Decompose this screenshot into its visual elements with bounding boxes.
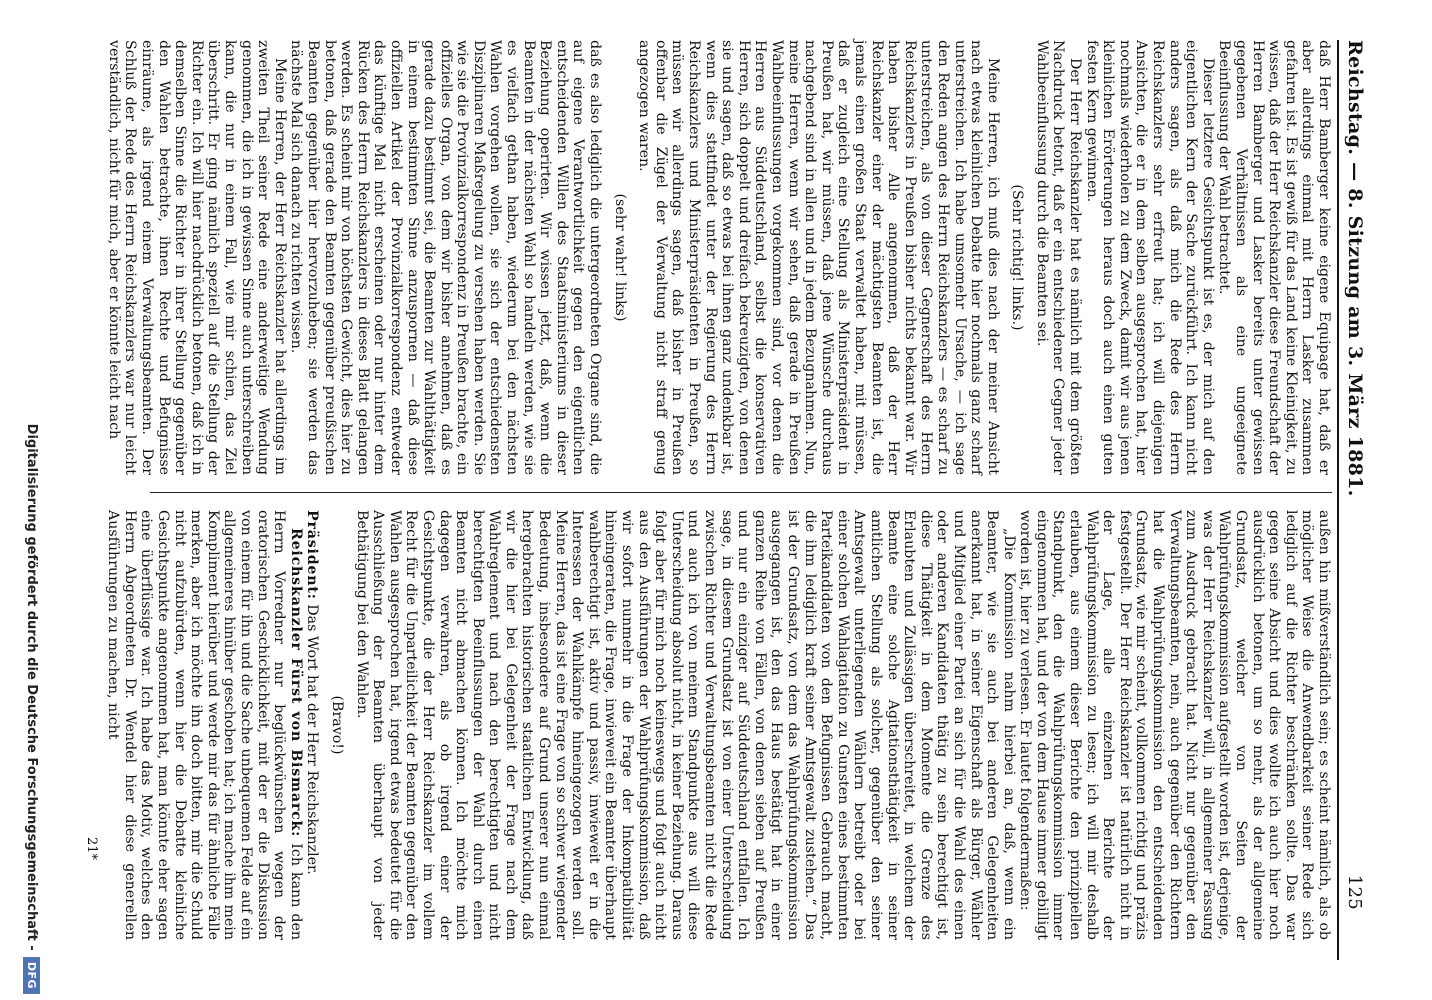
president-line [304, 510, 321, 940]
left-paragraph-6: Meine Herren, der Herr Reichskanzler hat allerdings im zweiten Theil seiner Rede eine anderweitige Wendung genommen, die ich in gewissen Sinne auch unterschreiben kann, die nur in einem Fall, wie mir schien, das Ziel überschritt. Er ging nämlich speziell auf die Stellung der Richter ein. Ich will hier nachdrücklich betonen, daß ich in demselben Sinne die Richter in ihrer Stellung gegenüber den Wahlen betrachte, ihnen Rechte und Befugnisse einräume, als irgend einem Verwaltungsbeamten. Der Schluß der Rede des Herrn Reichskanzlers war nur leicht verständlich, nicht für mich, aber er könnte leicht nach [105, 40, 288, 475]
right-remark-1: (Bravo!) [328, 695, 345, 755]
left-paragraph-4: Meine Herren, ich muß dies nach der meiner Ansicht nach etwas kleinlichen Debatte hier nochmals ganz scharf unterstreichen. Ich habe umsomehr Ursache, — ich sage den Reden angen des Herrn Reichskanzlers — es scharf zu unterstreichen, als von dieser Gegnerschaft des Herrn Reichskanzlers in Preußen bisher nichts bekannt war. Wir haben bisher Alle angenommen, daß der Herr Reichskanzler einer der mächtigsten Beamten ist, die jemals einen großen Staat verwaltet haben, mit müssen, daß er zugleich eine Stellung als Ministerpräsident in Preußen hat, wir müssen, daß jene Wünsche durchaus nachgebend sind in allen und in jedem Bezugnahmen. Nun, meine Herren, wenn wir sehen, daß gerade in Preußen Wahlbeeinflussungen vorgekommen sind, vor denen die Herren aus Süddeutschland, selbst die konservativen Herren, sich doppelt und dreifach bekreuzigten, von denen sie und sagen, daß so etwas bei ihnen ganz undenkbar ist, wenn dies stattfindet unter der Regierung des Herrn Reichskanzlers und Ministerpräsidenten in Preußen, so müssen wir allerdings sagen, daß bisher in Preußen offenbar die Zügel der Verwaltung nicht straff genug angezogen waren. [636, 40, 1001, 475]
left-remark-2: (sehr wahr! links) [611, 193, 628, 322]
left-paragraph-3: Der Herr Reichskanzler hat es nämlich mit dem größten Nachdruck betont, daß er ein entschiedener Gegner jeder Wahlbeeinflussung durch die Beamten sei. [1033, 40, 1084, 475]
right-paragraph-2: „Die Kommission nahm hierbei an, daß, wenn ein Beamter, wie sie auch bei anderen Gelegenheiten anerkannt hat, in seiner Eigenschaft als Bürger, Wähler und Mitglied einer Partei an sich für die Wahl des einen oder anderen Kandidaten thätig zu sein berechtigt ist, diese Thätigkeit in dem Momente die Grenze des Erlaubten und Zulässigen überschreitet, in welchem der Beamte eine solche Agitationsthätigkeit in seiner amtlichen Stellung als solcher, gegenüber den seiner Amtsgewalt unterliegenden Wählern betreibt oder bei einer solchen Wahlagitation zu Gunsten eines bestimmten Parteikandidaten von den Befugnissen Gebrauch macht, die ihm lediglich kraft seiner Amtsgewalt zustehen.“ Das ist der Grundsatz, von dem das Wahlprüfungskommission ausgegangen ist, den das Haus bestätigt hat in einer ganzen Reihe von Fällen, von denen sieben auf Preußen und nur ein einziger auf Süddeutschland entfallen. Ich sage, in diesem Grundsatz ist von einer Unterscheidung zwischen Richter und Verwaltungsbeamten nicht die Rede und auch ich von meinem Standpunkte aus will diese Unterscheidung absolut nicht, in keiner Beziehung. Daraus folgt aber für mich noch keineswegs und folgt auch nicht aus den Ausführungen der Wahlprüfungskommission, daß wir sofort nunmehr in die Frage der Inkompatibilität hineingeraten, die Frage, inwieweit ein Beamter überhaupt wahlberechtigt ist, aktiv und passiv, inwieweit er in die Interessen der Wahlkämpfe hineingezogen werden soll. Meine Herren, das ist eine Frage von so schwer wiegender Bedeutung, insbesondere auf Grund unserer nun einmal hergebrachten historischen staatlichen Entwicklung, daß wir die hier bei Gelegenheit der Frage nach dem Wahlreglement und nach den berechtigten und nicht berechtigten Beeinflussungen der Wahl durch einen Beamten nicht abmachen können. Ich möchte mich dagegen verwahren, als ob irgend einer der Gesichtspunkte, die der Herr Reichskanzler im vollem Recht für die Unparteilichkeit der Beamten gegenüber den Wahlen ausgesprochen hat, irgend etwas bedeutet für die Ausschließung der Beamten überhaupt von jeder Bethätigung bei den Wahlen. [353, 510, 1017, 940]
header-rule [1337, 40, 1339, 960]
president-text: Das Wort hat der Herr Reichskanzler. [304, 604, 321, 875]
right-paragraph-1: außen hin mißverständlich sein; es scheint nämlich, als ob möglicher Weise die Anwendbarkeit seiner Rede sich lediglich auf die Richter beschränken sollte. Das war gegen seine Absicht und dies wollte ich auch hier noch ausdrücklich betonen, um so mehr, als der allgemeine Grundsatz, welcher von Seiten der Wahlprüfungskommission aufgestellt worden ist, derjenige, was der Herr Reichskanzler will, in allgemeiner Fassung zum Ausdruck gebracht hat. Nicht nur gegenüber den Verwaltungsbeamten, nein, auch gegenüber den Richtern hat die Wahlprüfungskommission den entscheidenden Grundsatz, wie mir scheint, vollkommen richtig und präzis festgestellt. Der Herr Reichskanzler ist natürlich nicht in der Lage, alle einzelnen Berichte der Wahlprüfungskommission zu lesen; ich will mir deshalb erlauben, aus einem dieser Berichte den prinzipiellen Standpunkt, den die Wahlprüfungskommission immer eingenommen hat, und der von dem Hause immer gebilligt worden ist, hier zu verlesen. Er lautet folgendermaßen: [1017, 510, 1332, 940]
left-paragraph-2: Dieser letztere Gesichtspunkt ist es, der mich auf den eigentlichen Kern der Sache zurückführt. Ich kann nicht anders sagen, als daß mich die Rede des Herrn Reichskanzlers sehr erfreut hat; ich will diejenigen Ansichten, die er in dem selben ausgesprochen hat, hier nochmals wiederholen zu dem Zweck, damit wir aus jenen kleinlichen Erörterungen heraus doch auch einen guten festen Kern gewinnen. [1083, 40, 1216, 475]
digitization-credit [23, 0, 40, 1000]
speaker-label: Reichskanzler Fürst von Bismarck: [287, 528, 304, 838]
president-label: Präsident: [304, 510, 321, 600]
left-remark-1: (Sehr richtig! links.) [1009, 184, 1026, 331]
left-column [105, 40, 1332, 475]
right-paragraph-3 [105, 510, 304, 940]
signature-mark: 21* [83, 836, 99, 860]
running-title: Reichstag. — 8. Sitzung am 3. März 1881. [1344, 40, 1366, 497]
dfg-logo: DFG [23, 957, 40, 994]
column-divider [150, 492, 1332, 493]
page-number: 125 [1344, 874, 1365, 910]
left-paragraph-1: daß Herr Bamberger keine eigene Equipage hat, daß er aber allerdings einmal mit Herrn Lasker zusammen gefahren ist. Es ist gewiß für das Land keine Kleinigkeit, zu wissen, daß der Herr Reichskanzler diese Freundschaft der Herren Bamberger und Lasker bereits unter gewissen gegebenen Verhältnissen als eine ungeeignete Beeinflussung der Wahl betrachtet. [1216, 40, 1332, 475]
speaker-text: Ich kann den Herrn Vorredner nur beglückwünschen wegen der oratorischen Geschicklichkeit, mit der er die Diskussion von einem für ihn und die Sache unbequemen Felde auf ein allgemeineres hinüber geschoben hat; ich mache ihm mein Kompliment hierüber und werde mir das für ähnliche Fälle merken, aber ich möchte ihn doch bitten, mir die Schuld nicht aufzubürden, wenn hier die Debatte kleinliche Gesichtspunkte angenommen hat, man könnte eher sagen eine überflüssige war. Ich habe das Motiv, welches den Herrn Abgeordneten Dr. Wendel hier diese generellen Ausführungen zu machen, nicht [105, 510, 304, 940]
right-column [83, 510, 1332, 940]
left-paragraph-5: daß es also lediglich die untergeordneten Organe sind, die auf eigene Verantwortlichkeit gegen den eigentlichen entscheidenden Willen des Staatsministeriums in dieser Beziehung operirten. Wir wissen jetzt, daß, wenn die Beamten in der nächsten Wahl so handeln werden, wie sie es vielfach gethan haben, wiederum bei den nächsten Wahlen vorgehen wollen, sie sich der entschiedensten Disziplinaren Maßregelung zu versehen haben werden. Sie wie sie die Provinzialkorrespondenz in Preußen brachte, ein offizielles Organ, von dem wir bisher annehmen, daß es gerade dazu bestimmt sei, die Beamten zur Wahlthätigkeit in einem bestimmten Sinne anzuspornen — daß diese offiziellen Artikel der Provinzialkorrespondenz entweder das künftige Mal nicht erscheinen oder nur hinter dem Rücken des Herrn Reichskanzlers in dieses Blatt gelangen werden. Es scheint mir von höchsten Gewicht, dies hier zu betonen, daß gerade den Beamten gegenüber preußischen Beamten gegenüber hier hervorzuheben; sie werden das nächste Mal sich danach zu richten wissen. [288, 40, 604, 475]
credit-text: Digitalisierung gefördert durch die Deutsche Forschungsgemeinschaft - [24, 423, 39, 951]
running-header [1344, 40, 1384, 910]
